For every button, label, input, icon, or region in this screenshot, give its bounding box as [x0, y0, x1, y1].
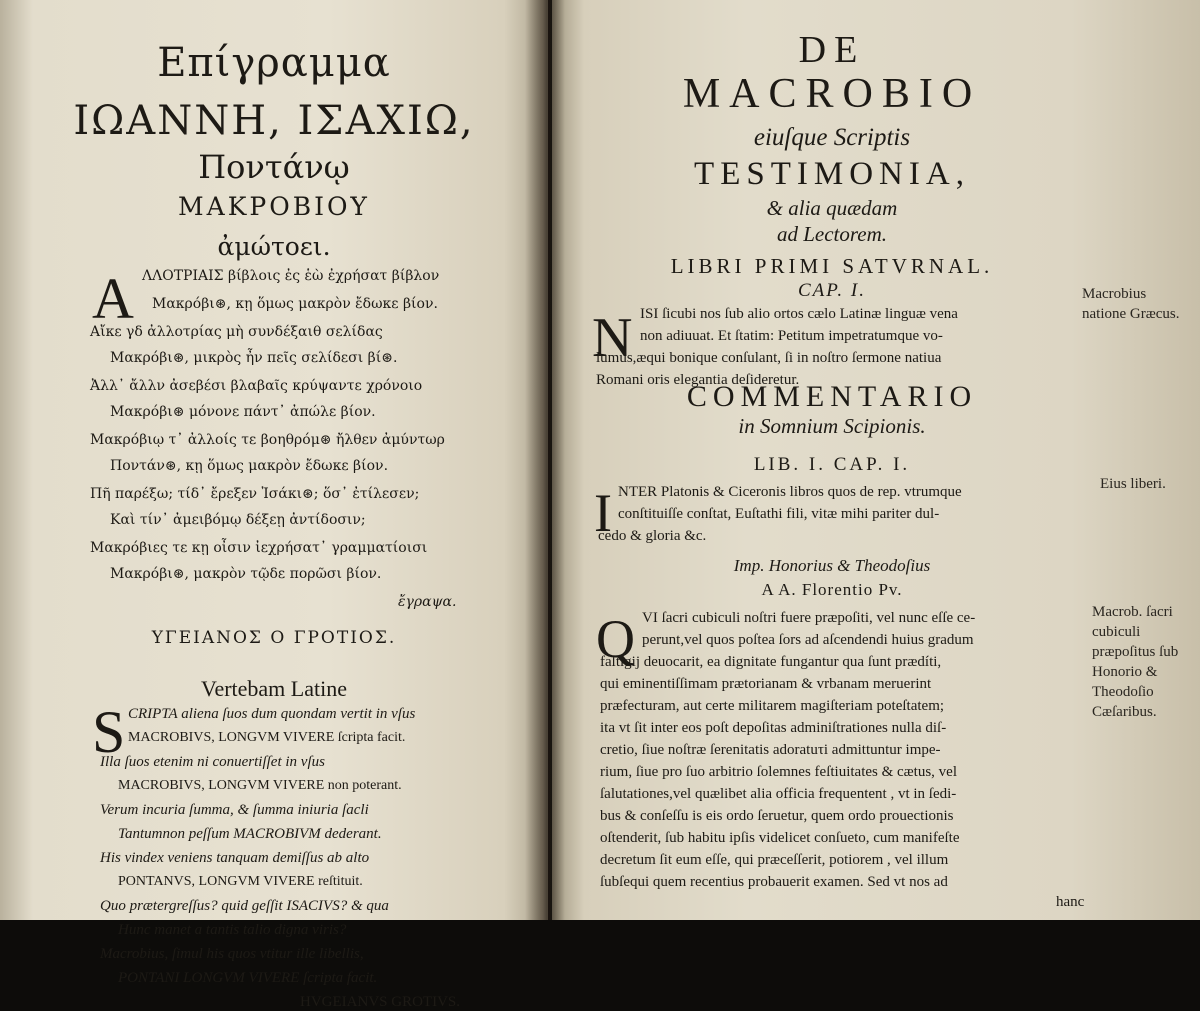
- left-title-ioanni: ΙΩΑΝΝΗ, ΙΣΑΧΙΩ,: [73, 98, 475, 144]
- left-title-epigramma: Επίγραμμα: [157, 40, 391, 86]
- latin-author: HVGEIANVS GROTIVS.: [300, 994, 460, 1010]
- left-title-macrobiou: ΜΑΚΡΟΒΙΟΥ: [178, 192, 370, 221]
- latin-line: Verum incuria ſumma, & ſumma iniuria ſacli: [100, 802, 369, 818]
- latin-line: CRIPTA aliena ſuos dum quondam vertit in vſus: [128, 706, 416, 722]
- egrapsa: ἔγραψα.: [398, 594, 457, 610]
- greek-line: Μακρόβιῳ τ᾽ ἀλλοίς τε βοηθρόμ⊛ ἤλθεν ἀμύντωρ: [90, 432, 445, 448]
- text-line: ſalutationes,vel quælibet alia officia frequentent , vt in ſedi-: [600, 786, 957, 802]
- latin-line: Hunc manet a tantis talio digna viris?: [118, 922, 347, 938]
- left-page: [0, 0, 548, 1010]
- text-line: decretum ſit eum eſſe, qui præceſſerit, potiorem , vel illum: [600, 852, 949, 868]
- latin-line: PONTANI LONGVM VIVERE ſcripta facit.: [118, 970, 378, 986]
- greek-line: Πῆ παρέξω; τίδ᾽ ἔρεξεν Ἰσάκι⊛; ὅσ᾽ ἐτίλεσεν;: [90, 486, 420, 502]
- greek-line: Μακρόβιες τε κῃ οἶσιν ἰεχρήσατ᾽ γραμματίοισι: [90, 540, 428, 556]
- right-title-eiusque: eiuſque Scriptis: [753, 124, 911, 151]
- latin-line: PONTANVS, LONGVM VIVERE reſtituit.: [118, 874, 363, 889]
- saturnalia-drop-cap: N: [592, 307, 633, 369]
- text-line: oſtenderit, ſub habitu ipſis videlicet conſueto, cum manifeſte: [600, 830, 960, 846]
- text-line: non adiuuat. Et ſtatim: Petitum impetratumque vo-: [640, 328, 943, 344]
- florentio-line: A A. Florentio Pv.: [761, 580, 903, 599]
- right-title-de: DE: [798, 29, 866, 71]
- latin-line: His vindex veniens tanquam demiſſus ab alto: [100, 850, 370, 866]
- latin-line: Quo prætergreſſus? quid geſſit ISACIVS? & qua: [100, 898, 389, 914]
- latin-line: Tantumnon peſſum MACROBIVM dederant.: [118, 826, 382, 842]
- margin-note-natione: Macrobius natione Græcus.: [1082, 286, 1180, 322]
- greek-line: Ποντάν⊛, κῃ ὅμως μακρὸν ἔδωκε βίον.: [110, 458, 389, 474]
- text-line: VI ſacri cubiculi noſtri fuere præpoſiti, vel nunc eſſe ce-: [642, 610, 976, 626]
- codex-drop-cap: Q: [596, 609, 635, 669]
- imp-honorius: Imp. Honorius & Theodoſius: [733, 556, 931, 575]
- text-line: ISI ſicubi nos ſub alio ortos cælo Latinæ linguæ vena: [640, 306, 958, 322]
- right-title-testimonia: TESTIMONIA,: [694, 156, 970, 192]
- right-page: [552, 0, 1200, 920]
- right-title-lectorem: ad Lectorem.: [776, 222, 888, 246]
- text-line: faſtigij deuocarit, ea dignitate fungantur qua ſunt prædíti,: [600, 654, 942, 670]
- greek-line: Ἀλλ᾽ ἄλλν ἀσεβέσι βλαβαῖς κρύψαντε χρόνοιο: [90, 378, 423, 394]
- text-line: ſubſequi quem recentius probauerit examen. Sed vt nos ad: [600, 874, 948, 890]
- greek-line: Αἴκε γδ ἀλλοτρίας μὴ συνδέξαιθ σελίδας: [90, 324, 383, 340]
- libri-heading: LIBRI PRIMI SATVRNAL.: [670, 254, 994, 278]
- greek-line: Μακρόβι⊛ μόνονε πάντ᾽ ἀπώλε βίον.: [110, 404, 376, 420]
- text-line: bus & conſeſſu is eis ordo ſeruetur, quem ordo prouectionis: [600, 808, 954, 824]
- latin-line: MACROBIVS, LONGVM VIVERE ſcripta facit.: [128, 730, 406, 745]
- text-line: NTER Platonis & Ciceronis libros quos de rep. vtrumque: [618, 484, 962, 500]
- text-line: conſtituiſſe conſtat, Euſtathi fili, vitæ mihi pariter dul-: [618, 506, 940, 522]
- cap-i-heading: CAP. I.: [797, 280, 866, 301]
- right-title-alia: & alia quædam: [766, 196, 898, 220]
- margin-note-praepositus: Macrob. ſacri cubiculi præpoſitus ſub Honorio & Theodoſio Cæſaribus.: [1092, 604, 1179, 720]
- latin-line: Macrobius, ſimul his quos vtitur ille libellis,: [100, 946, 364, 962]
- text-line: perunt,vel quos poſtea ſors ad aſcendendi huius gradum: [642, 632, 974, 648]
- greek-line: Μακρόβι⊛, κῃ ὅμως μακρὸν ἔδωκε βίον.: [152, 296, 438, 312]
- lib-cap-heading: LIB. I. CAP. I.: [753, 454, 911, 475]
- vertebam-heading: Vertebam Latine: [201, 676, 347, 701]
- right-title-macrobio: MACROBIO: [682, 71, 982, 117]
- text-line: qui eminentiſſimam prætorianam & vrbanam meruerint: [600, 676, 932, 692]
- latin-line: MACROBIVS, LONGVM VIVERE non poterant.: [118, 778, 402, 793]
- text-line: ita vt ſit inter eos poſt depoſitas adminiſtrationes nulla diſ-: [600, 720, 947, 736]
- latin-drop-cap: S: [92, 699, 126, 765]
- commentario-drop-cap: I: [594, 483, 612, 543]
- text-line: cedo & gloria &c.: [598, 528, 707, 544]
- greek-drop-cap: A: [92, 266, 134, 331]
- text-line: præfecturam, aut certe militarem magiſteriam poteſtatem;: [600, 698, 945, 714]
- text-line: rium, ſiue pro ſuo arbitrio ſolemnes feſtiuitates & cætus, vel: [600, 764, 958, 780]
- catchword: hanc: [1056, 894, 1085, 910]
- greek-line: Καὶ τίν᾽ ἀμειβόμῳ δέξεῃ ἀντίδοσιν;: [110, 512, 366, 528]
- left-title-pontano: Ποντάνῳ: [198, 148, 350, 186]
- margin-note-eius-liberi: Eius liberi.: [1100, 476, 1166, 492]
- text-line: Romani oris elegantia deſideretur.: [596, 372, 800, 388]
- text-line: lumus,æqui bonique conſulant, ſi in noſtro ſermone natiua: [596, 350, 942, 366]
- left-title-amotoei: ἀμώτοει.: [217, 232, 331, 261]
- latin-line: Illa ſuos etenim ni conuertiſſet in vſus: [100, 754, 325, 770]
- greek-line: Μακρόβι⊛, μακρὸν τῷδε πορῶσι βίον.: [110, 566, 382, 582]
- greek-line: ΛΛΟΤΡΙΑΙΣ βίβλοις ἐς ἑὼ ἐχρήσατ βίβλον: [142, 268, 440, 284]
- somnium-heading: in Somnium Scipionis.: [738, 414, 926, 438]
- commentario-heading: COMMENTARIO: [686, 380, 978, 413]
- text-line: cretio, ſiue noſtræ ſerenitatis adoratuτi admittuntur impe-: [600, 742, 941, 758]
- greek-author: ΥΓΕΙΑΝΟΣ Ο ΓΡΟΤΙΟΣ.: [151, 628, 397, 648]
- greek-line: Μακρόβι⊛, μικρὸς ἦν πεῖς σελίδεσι βί⊛.: [110, 350, 398, 366]
